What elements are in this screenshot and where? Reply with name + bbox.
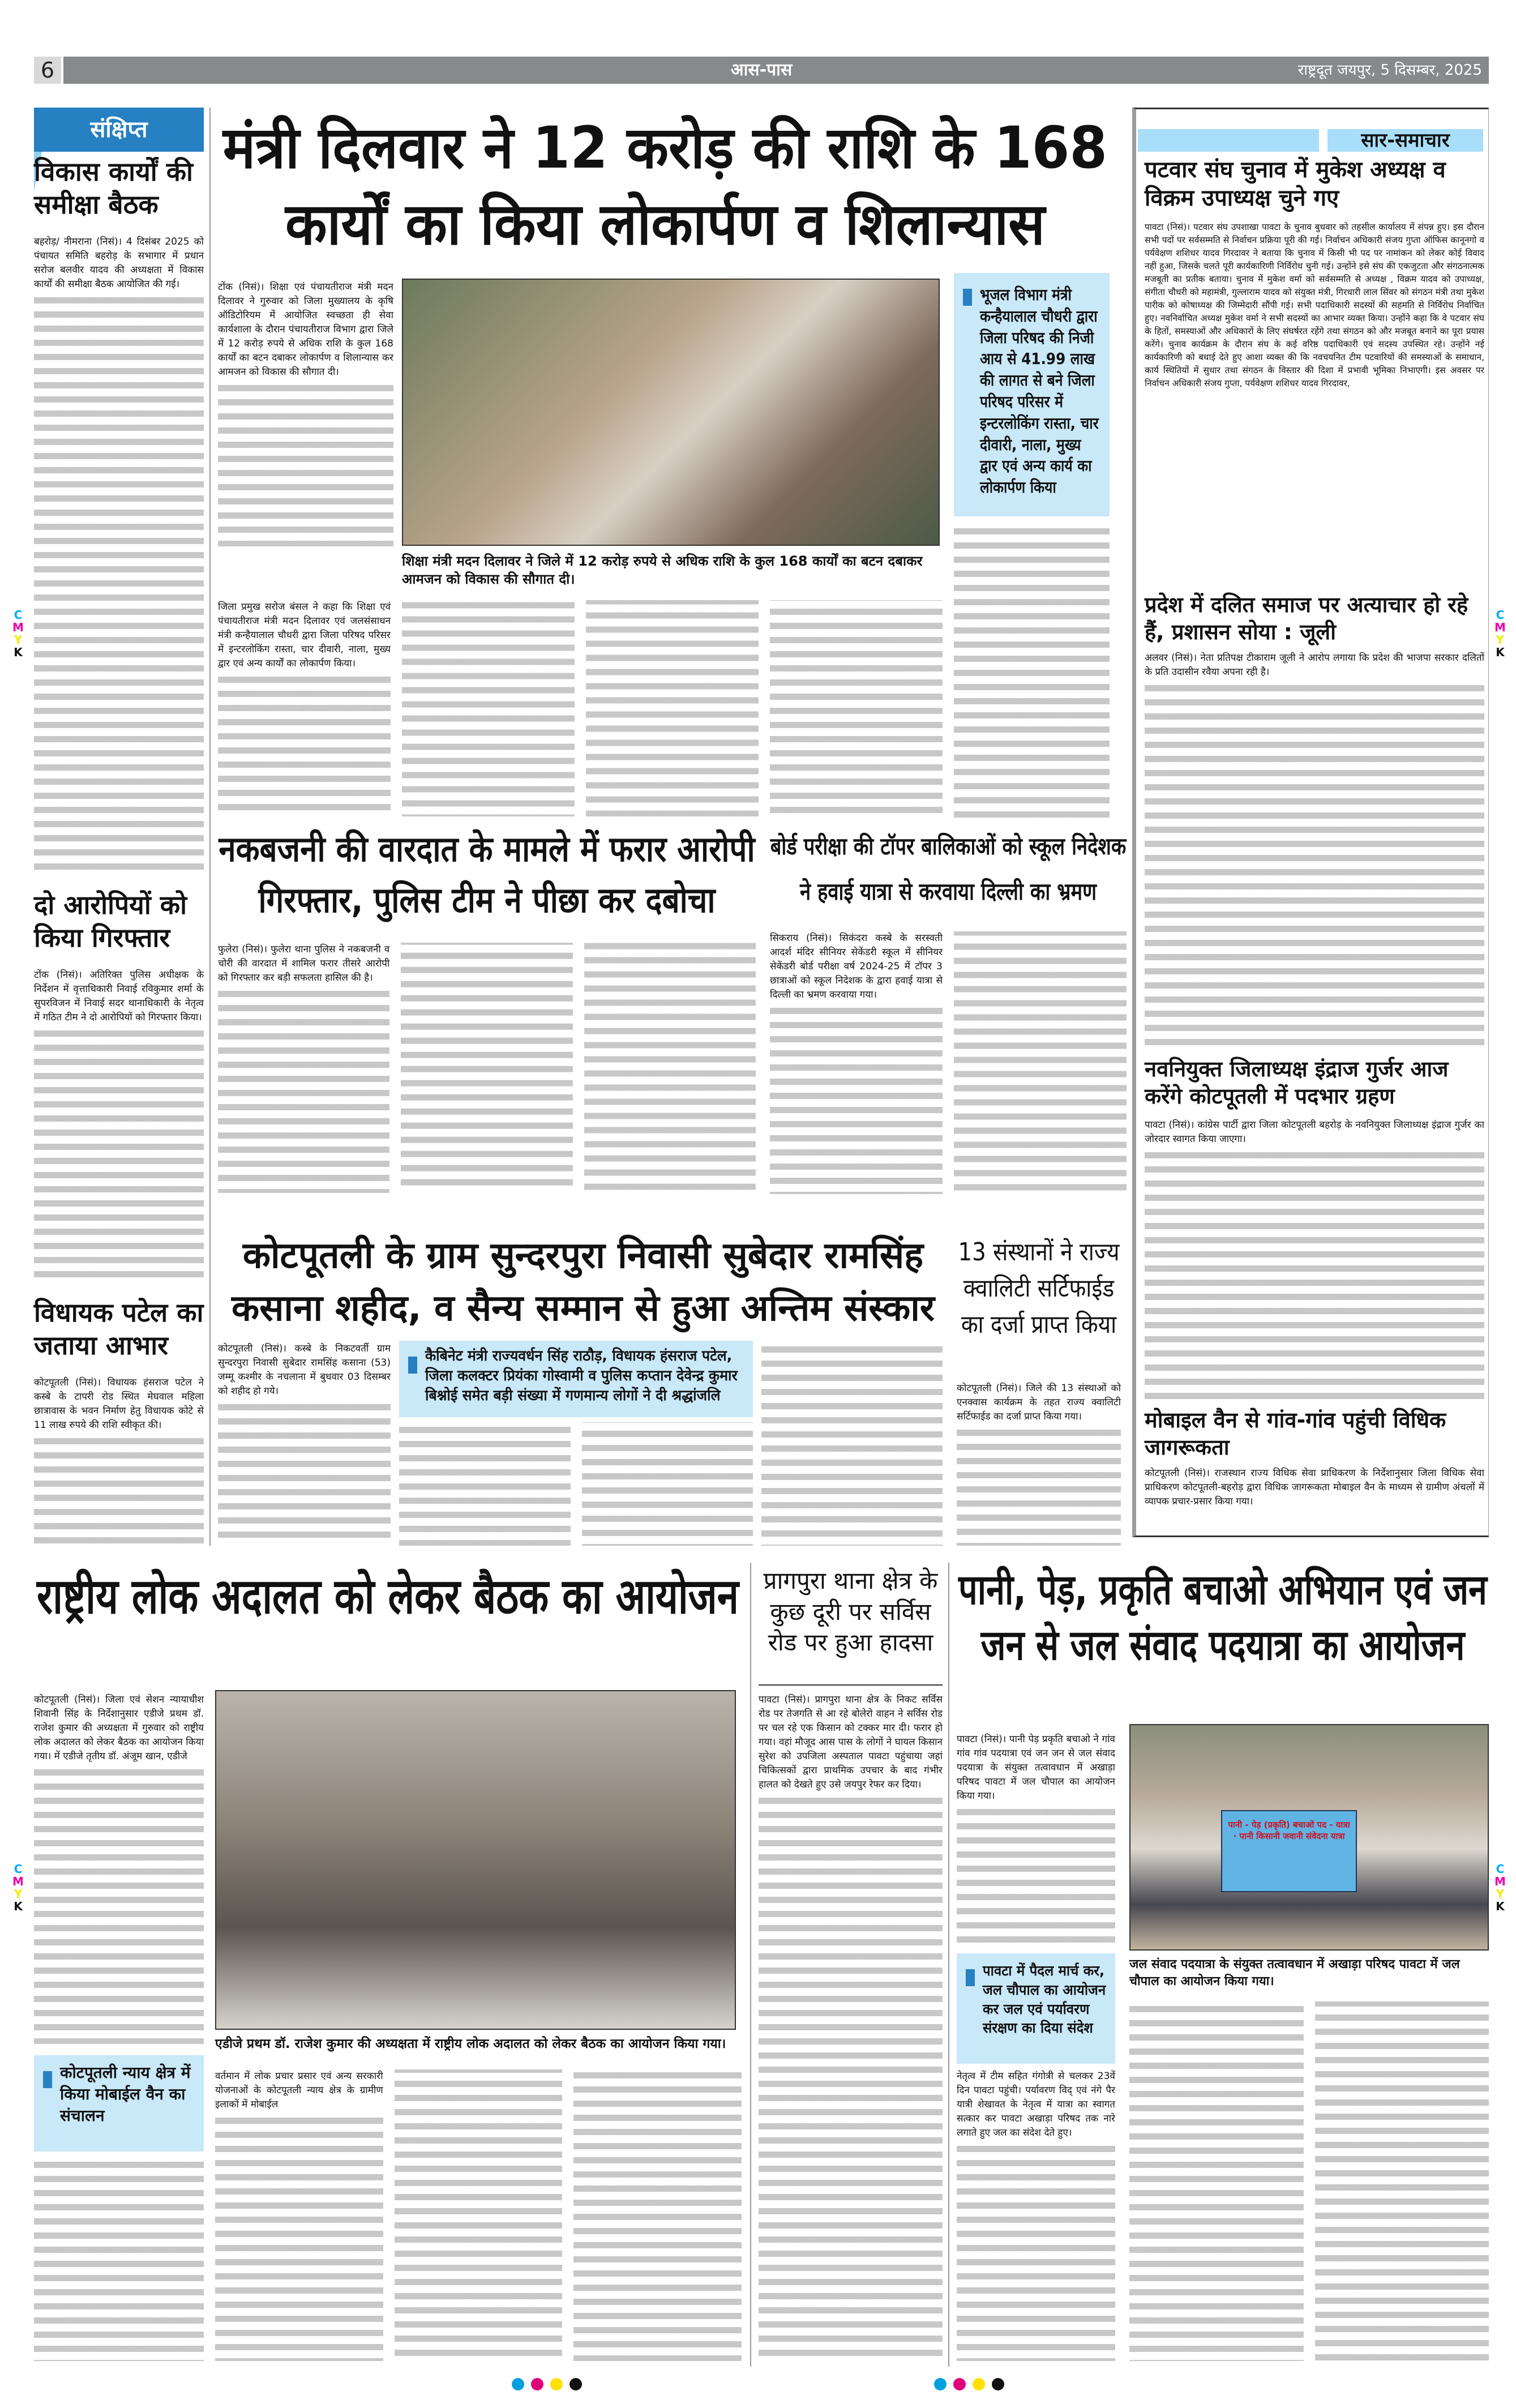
article-body — [34, 2157, 204, 2361]
headline-board-toppers-container — [767, 824, 1129, 929]
column-divider — [948, 1563, 949, 2367]
headline-padyatra-container — [957, 1563, 1489, 1721]
martyr-highlight-box: कैबिनेट मंत्री राज्यवर्धन सिंह राठौड़, विधायक हंसराज पटेल, जिला कलक्टर प्रियंका गोस्वामी व पुलिस कप्तान देवेन्द्र कुमार बिश्नोई समेत बड़ी संख्या में गणमान्य लोगों ने दी श्रद्धांजलि — [425, 1348, 738, 1405]
headline-lok-adalat-container — [34, 1566, 742, 1684]
headline-board-toppers: बोर्ड परीक्षा की टॉपर बालिकाओं को स्कूल निदेशक ने हवाई यात्रा से करवाया दिल्ली का भ्रमण — [770, 832, 1127, 905]
page-number: 6 — [34, 57, 63, 84]
article-body — [1129, 2001, 1489, 2361]
headline-review-meeting: विकास कार्यों की समीक्षा बैठक — [34, 156, 193, 220]
article-body: अलवर (निसं)। नेता प्रतिपक्ष टीकाराम जूली ने आरोप लगाया कि प्रदेश की भाजपा सरकार दलितों के प्रति उदासीन रवैया अपना रही है। — [1145, 651, 1484, 1053]
lok-adalat-photo — [215, 1690, 736, 2030]
lead-photo-caption-container — [402, 552, 943, 597]
headline-mla-thanked-container — [34, 1297, 204, 1373]
lok-adalat-photo-caption-container — [215, 2035, 742, 2064]
page-header — [34, 57, 1489, 84]
headline-new-district-president-container — [1145, 1056, 1484, 1115]
padyatra-photo-caption-container — [1129, 1956, 1489, 1996]
headline-accident-container — [759, 1566, 943, 1682]
label-band — [1138, 129, 1319, 152]
headline-new-district-president: नवनियुक्त जिलाध्यक्ष इंद्राज गुर्जर आज करेंगे कोटपूतली में पदभार ग्रहण — [1145, 1057, 1449, 1109]
article-body: पावटा (निसं)। पटवार संघ उपशाखा पावटा के चुनाव बुधवार को तहसील कार्यालय में संपन्न हुए। इस दौरान सभी पदों पर सर्वसम्मति से निर्वाचन प्रक्रिया पूरी की गई। निर्वाचन अधिकारी संजय गुप्ता ऑफिस कानूनगो व पर्यवेक्षण शशिधर यादव गिरदावर ने बताया कि चुनाव में किसी भी पद पर नामांकन को लेकर कोई विवाद नहीं हुआ, जिसके चलते पूरी कार्यकारिणी निर्विरोध चुनी गई। उन्होंने इसे संघ की एकजुटता और संगठनात्मक मजबूती का प्रतीक बताया। चुनाव में मुकेश वर्मा को सर्वसम्मति से अध्यक्ष , विक्रम यादव को उपाध्यक्ष, संगीता चौधरी को महामंत्री, गुल्लाराम यादव को संयुक्त मंत्री, गिरधारी लाल सिंवर को संगठन मंत्री तथा मुकेश पारीक को कोषाध्यक्ष की जिम्मेदारी सौंपी गई। सभी पदाधिकारी सदस्यों की सहमति से निर्विरोध निर्वाचित हुए। नवनिर्वाचित अध्यक्ष मुकेश वर्मा ने सभी सदस्यों का आभार व्यक्त किया। उन्होंने कहा कि वे पटवार संघ के हितों, समस्याओं और अधिकारों के लिए संघर्षरत रहेंगे तथा संगठन को और मजबूत बनाने का पूरा प्रयास करेंगे। चुनाव कार्यक्रम के दौरान संघ के कई वरिष्ठ पदाधिकारी एवं सदस्य उपस्थित रहे। उन्होंने नई कार्यकारिणी को बधाई देते हुए आशा व्यक्त की कि नवचयनित टीम पटवारियों की समस्याओं के समाधान, कार्य स्थितियों में सुधार तथा संगठन के विस्तार की दिशा में प्रभावी भूमिका निभाएगी। इस अवसर पर निर्वाचन अधिकारी संजय गुप्ता, पर्यवेक्षण शशिधर यादव गिरदावर, — [1145, 222, 1484, 388]
cmyk-registration-mark: C M Y K — [1494, 1862, 1506, 1913]
column-divider — [750, 1563, 751, 2367]
headline-two-arrested: दो आरोपियों को किया गिरफ्तार — [34, 889, 187, 953]
headline-padyatra: पानी, पेड़, प्रकृति बचाओ अभियान एवं जन जन से जल संवाद पदयात्रा का आयोजन — [958, 1566, 1487, 1670]
headline-patwar-union: पटवार संघ चुनाव में मुकेश अध्यक्ष व विक्रम उपाध्यक्ष चुने गए — [1145, 157, 1446, 211]
article-body: कोटपूतली (निसं)। कस्बे के निकटवर्ती ग्राम सुन्दरपुरा निवासी सुबेदार रामसिंह कसाना (53) जम्मू कश्मीर के नचलाना में बुधवार 03 दिसम्बर को शहीद हो गये। — [218, 1342, 391, 1546]
padyatra-banner: पानी - पेड़ (प्रकृति) बचाओ पद - यात्रा · पानी किसानी जवानी संवेदना यात्रा — [1221, 1810, 1357, 1892]
cmyk-registration-mark: C M Y K — [12, 1862, 24, 1913]
section-label-sankshipt: संक्षिप्त — [34, 108, 204, 152]
section-label-saar-samachar: सार-समाचार — [1327, 129, 1483, 152]
lead-photo-caption: शिक्षा मंत्री मदन दिलावर ने जिले में 12 करोड़ रुपये से अधिक राशि के कुल 168 कार्यों का बटन दबाकर आमजन को विकास की सौगात दी। — [402, 553, 923, 588]
lead-photo — [402, 279, 940, 546]
article-body — [954, 524, 1110, 818]
lok-adalat-highlight-container — [34, 2055, 204, 2152]
headline-patwar-union-container — [1145, 156, 1484, 218]
article-body: पावटा (निसं)। पानी पेड़ प्रकृति बचाओ ने गांव गांव गांव पदयात्रा एवं जन जन से जल संवाद पदयात्रा के संयुक्त तत्वावधान में अखाड़ा परिषद पावटा में जल चौपाल का आयोजन किया गया। — [957, 1733, 1115, 1948]
headline-mobile-van-legal: मोबाइल वैन से गांव-गांव पहुंची विधिक जागरूकता — [1145, 1408, 1446, 1460]
cmyk-registration-mark: C M Y K — [1494, 608, 1506, 659]
headline-dalit-atrocities-container — [1145, 592, 1484, 648]
print-color-bar — [0, 2378, 1516, 2393]
padyatra-highlight-box: पावटा में पैदल मार्च कर, जल चौपाल का आयोजन कर जल एवं पर्यावरण संरक्षण का दिया संदेश — [983, 1962, 1106, 2037]
article-body: टोंक (निसं)। अतिरिक्त पुलिस अधीक्षक के निर्देशन में वृत्ताधिकारी निवाई रविकुमार शर्मा के सुपरविजन में निवाई सदर थानाधिकारी के नेतृत्व में गठित टीम ने दो आरोपियों को गिरफ्तार किया। — [34, 968, 204, 1285]
headline-quality-certified: 13 संस्थानों ने राज्य क्वालिटी सर्टिफाईड का दर्जा प्राप्त किया — [958, 1238, 1120, 1339]
headline-mobile-van-legal-container — [1145, 1407, 1484, 1464]
padyatra-photo — [1129, 1724, 1489, 1951]
article-body: जिला प्रमुख सरोज बंसल ने कहा कि शिक्षा एवं पंचायतीराज मंत्री मदन दिलावर एवं जलसंसाधन मंत्री कन्हैयालाल चौधरी द्वारा जिला परिषद परिसर में इन्टरलोकिंग रास्ता, चार दीवारी, नाला, मुख्य द्वार एवं अन्य कार्यों का लोकार्पण किया। — [218, 600, 943, 818]
article-body: फुलेरा (निसं)। फुलेरा थाना पुलिस ने नकबजनी व चोरी की वारदात में शामिल फरार तीसरे आरोपी को गिरफ्तार कर बड़ी सफलता हासिल की है। — [218, 943, 756, 1195]
lead-headline: मंत्री दिलवार ने 12 करोड़ की राशि के 168 कार्यों का किया लोकार्पण व शिलान्यास — [222, 114, 1108, 258]
lead-highlight-container — [954, 273, 1110, 516]
article-body: टोंक (निसं)। शिक्षा एवं पंचायतीराज मंत्री मदन दिलावर ने गुरुवार को जिला मुख्यालय के कृषि ऑडिटोरियम में आयोजित स्वच्छता ही सेवा कार्यशाला के दौरान पंचायतीराज विभाग द्वारा जिले में 12 करोड़ रुपये से अधिक राशि के कुल 168 कार्यों का बटन दबाकर लोकार्पण व शिलान्यास कर आमजन को विकास की सौगात दी। — [218, 280, 393, 546]
article-body — [399, 1422, 753, 1546]
headline-martyr: कोटपूतली के ग्राम सुन्दरपुरा निवासी सुबेदार रामसिंह कसाना शहीद, व सैन्य सम्मान से हुआ अन्तिम संस्कार — [232, 1235, 935, 1329]
lead-headline-container — [221, 110, 1110, 272]
headline-mla-thanked: विधायक पटेल का जताया आभार — [34, 1297, 204, 1361]
cmyk-registration-mark: C M Y K — [12, 608, 24, 659]
lok-adalat-photo-caption: एडीजे प्रथम डॉ. राजेश कुमार की अध्यक्षता में राष्ट्रीय लोक अदालत को लेकर बैठक का आयोजन किया गया। — [215, 2037, 726, 2051]
article-body: पावटा (निसं)। कांग्रेस पार्टी द्वारा जिला कोटपूतली बहरोड़ के नवनियुक्त जिलाध्यक्ष इंद्राज गुर्जर का जोरदार स्वागत किया जाएगा। — [1145, 1118, 1484, 1401]
headline-two-arrested-container — [34, 889, 204, 965]
section-title: आस-पास — [730, 60, 793, 80]
padyatra-highlight-container — [957, 1953, 1115, 2064]
column-divider — [209, 108, 211, 1546]
article-body: कोटपूतली (निसं)। जिले की 13 संस्थाओं को एनक्वास कार्यक्रम के तहत राज्य क्वालिटी सर्टिफाईड का दर्जा प्राप्त किया गया। — [957, 1382, 1121, 1546]
martyr-highlight-container — [399, 1341, 753, 1417]
divider — [759, 1684, 943, 1686]
headline-robbery-container — [218, 824, 756, 937]
headline-robbery: नकबजनी की वारदात के मामले में फरार आरोपी गिरफ्तार, पुलिस टीम ने पीछा कर दबोचा — [219, 828, 755, 921]
article-body: पावटा (निसं)। प्रागपुरा थाना क्षेत्र के निकट सर्विस रोड पर तेजगति से आ रहे बोलेरो वाहन ने सर्विस रोड पर चल रहे एक किसान को टक्कर मार दी। फरार हो गया। वहां मौजूद आस पास के लोगों ने घायल किसान सुरेश को उपजिला अस्पताल पावटा पहुंचाया जहां चिकित्सकों द्वारा प्राथमिक उपचार के बाद गंभीर हालत को देखते हुए उसे जयपुर रेफर कर दिया। — [759, 1693, 943, 2361]
lead-highlight-box: भूजल विभाग मंत्री कन्हैयालाल चौधरी द्वारा जिला परिषद की निजी आय से 41.99 लाख की लागत से बने जिला परिषद परिसर में इन्टरलोकिंग रास्ता, चार दीवारी, नाला, मुख्य द्वार एवं अन्य कार्य का लोकार्पण किया — [980, 285, 1099, 497]
article-body: नेतृत्व में टीम सहित गंगोत्री से चलकर 23वें दिन पावटा पहुंची। पर्यावरण विद् एवं नंगे पैर यात्री शेखावत के नेतृत्व में यात्रा का स्वागत सत्कार कर पावटा अखाड़ा परिषद तक नारे लगाते हुए जल का संदेश देते हुए। — [957, 2069, 1115, 2361]
headline-quality-certified-container — [957, 1234, 1121, 1376]
article-body: बहरोड़/ नीमराना (निसं)। 4 दिसंबर 2025 को पंचायत समिति बहरोड़ के सभागार में प्रधान सरोज बलवीर यादव की अध्यक्षता में विकास कार्यों की समीक्षा बैठक आयोजित की गई। — [34, 235, 204, 875]
lok-adalat-highlight-box: कोटपूतली न्याय क्षेत्र में किया मोबाईल वैन का संचालन — [60, 2063, 191, 2125]
headline-accident: प्रागपुरा थाना क्षेत्र के कुछ दूरी पर सर्विस रोड पर हुआ हादसा — [763, 1567, 938, 1657]
headline-review-meeting-container — [34, 156, 204, 232]
article-body — [761, 1342, 943, 1546]
article-body: वर्तमान में लोक प्रचार प्रसार एवं अन्य सरकारी योजनाओं के कोटपूतली न्याय क्षेत्र के ग्रामीण इलाकों में मोबाईल — [215, 2069, 742, 2361]
article-body: कोटपूतली (निसं)। राजस्थान राज्य विधिक सेवा प्राधिकरण के निर्देशानुसार जिला विधिक सेवा प्राधिकरण कोटपूतली-बहरोड़ द्वारा विधिक जागरूकता मोबाइल वैन के माध्यम से ग्रामीण अंचलों में व्यापक प्रचार-प्रसार किया गया। — [1145, 1468, 1484, 1507]
article-body: सिकराय (निसं)। सिकंदरा कस्बे के सरस्वती आदर्श मंदिर सीनियर सेकेंडरी स्कूल में सीनियर सेकेंडरी बोर्ड परीक्षा वर्ष 2024-25 में टॉपर 3 छात्राओं को स्कूल निदेशक के द्वारा हवाई यात्रा से दिल्ली का भ्रमण करवाया गया। — [770, 931, 1127, 1195]
article-body: कोटपूतली (निसं)। जिला एवं सेशन न्यायाधीश शिवानी सिंह के निर्देशानुसार एडीजे प्रथम डॉ. राजेश कुमार की अध्यक्षता में गुरुवार को राष्ट्रीय लोक अदालत को लेकर बैठक का आयोजन किया गया। में एडीजे तृतीय डॉ. अंजूम खान, एडीजे — [34, 1693, 204, 2044]
article-body: कोटपूतली (निसं)। विधायक हंसराज पटेल ने कस्बे के टापरी रोड स्थित मेघवाल महिला छात्रावास के भवन निर्माण हेतु विधायक कोटे से 11 लाख रुपये की राशि स्वीकृत की। — [34, 1376, 204, 1546]
dateline: राष्ट्रदूत जयपुर, 5 दिसम्बर, 2025 — [1297, 62, 1482, 79]
headline-martyr-container — [218, 1230, 948, 1337]
headline-dalit-atrocities: प्रदेश में दलित समाज पर अत्याचार हो रहे हैं, प्रशासन सोया : जूली — [1145, 592, 1468, 644]
padyatra-photo-caption: जल संवाद पदयात्रा के संयुक्त तत्वावधान में अखाड़ा परिषद पावटा में जल चौपाल का आयोजन किया गया। — [1129, 1957, 1460, 1988]
headline-lok-adalat: राष्ट्रीय लोक अदालत को लेकर बैठक का आयोजन — [37, 1568, 739, 1625]
